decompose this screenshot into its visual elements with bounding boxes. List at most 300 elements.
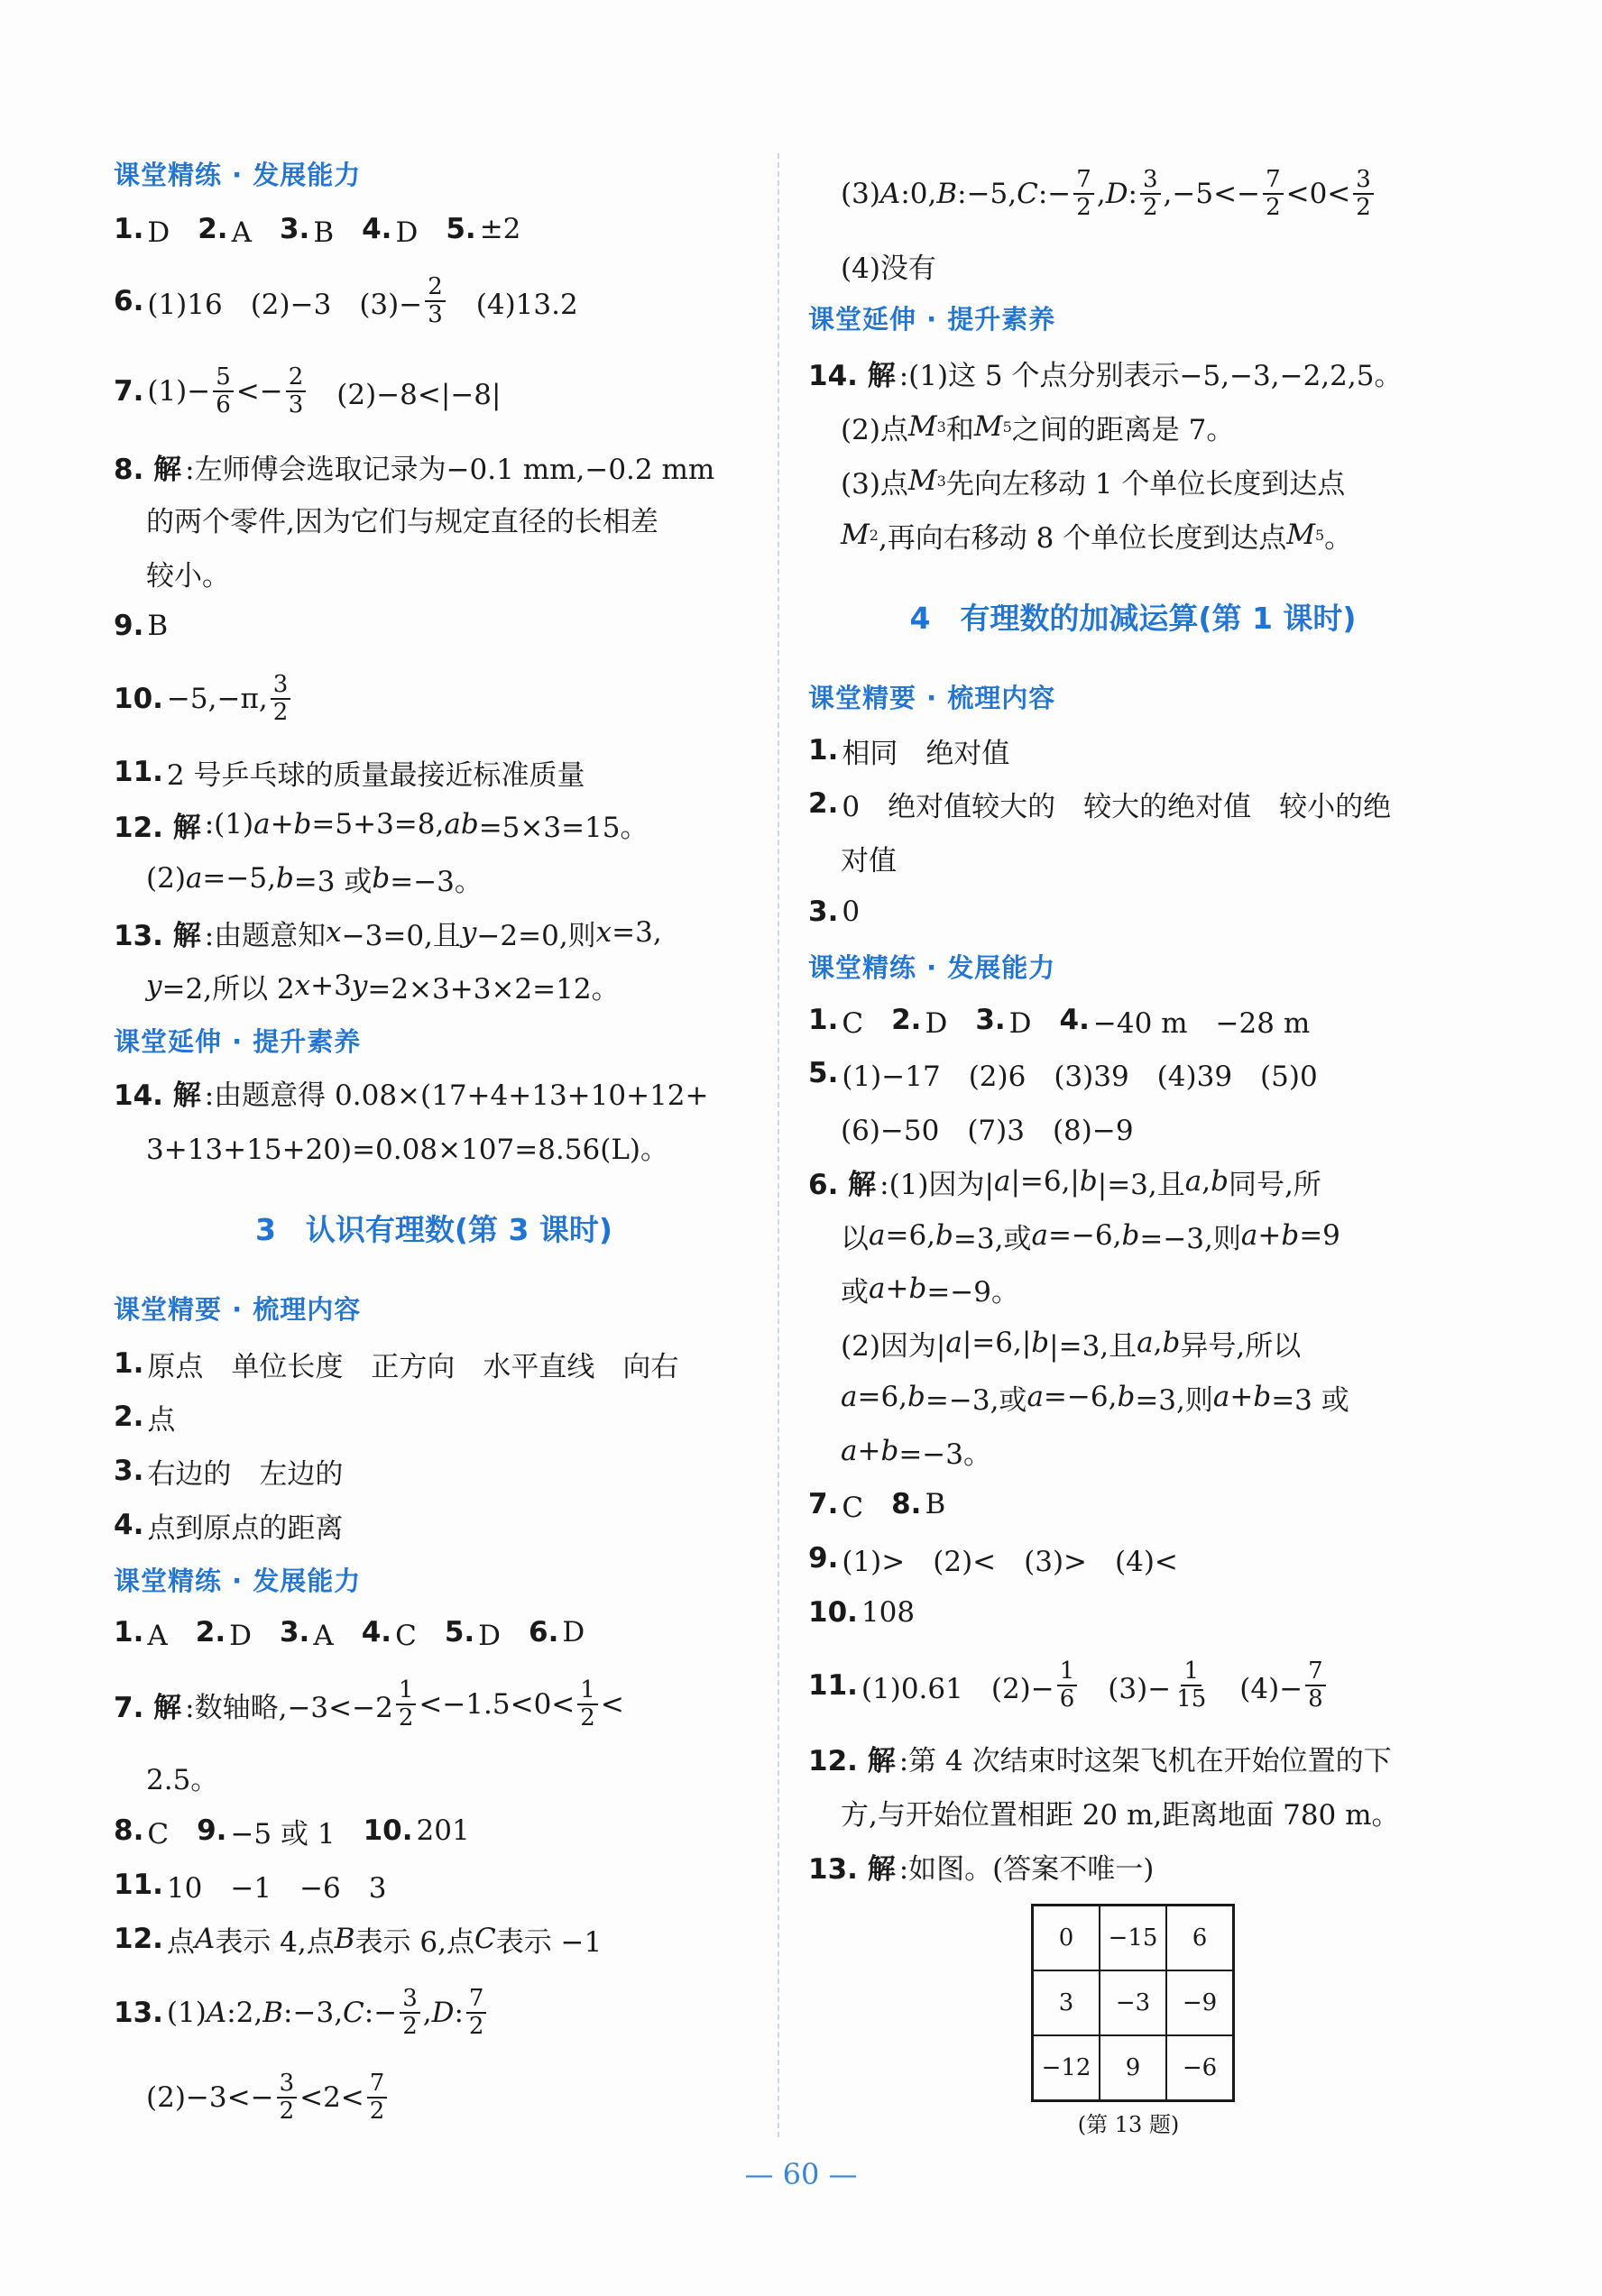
text-segment: 108 (861, 1596, 916, 1629)
text-segment: (1) (166, 1997, 207, 2029)
denominator: 15 (1176, 1685, 1207, 1713)
math-variable: b (907, 1381, 925, 1413)
denominator: 2 (580, 1704, 595, 1731)
math-variable: b (1281, 1219, 1300, 1252)
question-number: 7. (114, 375, 144, 408)
text-segment: B (313, 216, 363, 249)
question-number: 3. (114, 1455, 144, 1487)
denominator: 3 (428, 301, 443, 328)
text-segment: (2)−8<|−8| (308, 378, 502, 411)
text-segment: + (885, 1272, 909, 1305)
answer-line (841, 1262, 1019, 1316)
math-variable: b (1253, 1381, 1272, 1413)
numerator: 3 (1140, 167, 1161, 195)
question-number: 2. (808, 787, 839, 820)
question-number: 5. (446, 213, 476, 245)
text-segment: (3) (841, 178, 880, 210)
answer-line (841, 1100, 1134, 1154)
text-segment: =5×3=15。 (478, 811, 649, 844)
math-variable: b (1121, 1219, 1140, 1252)
question-number: 11. (808, 1669, 858, 1702)
answer-line (808, 723, 1009, 777)
fraction (466, 1986, 487, 2039)
text-segment: :如图。(答案不唯一) (898, 1852, 1155, 1886)
denominator: 2 (1266, 194, 1281, 221)
text-segment: , (1096, 178, 1106, 210)
text-segment: <2< (299, 2081, 364, 2114)
math-variable: a (945, 1327, 962, 1359)
grid-cell: −9 (1166, 1970, 1234, 2035)
answer-line (841, 238, 936, 292)
text-segment: D (147, 216, 198, 249)
question-number: 9. (808, 1542, 839, 1575)
math-variable: ab (444, 808, 479, 840)
math-variable: C (343, 1997, 364, 2029)
text-segment: B (925, 1488, 946, 1520)
grid-row (1033, 1970, 1234, 2035)
answer-line (841, 831, 897, 885)
fraction (213, 364, 234, 418)
question-number: 13. (114, 1997, 163, 2029)
math-variable: a (1212, 1381, 1230, 1413)
question-number: 10. (363, 1814, 413, 1847)
question-number: 12. (114, 1923, 163, 1955)
answer-line (808, 1477, 945, 1531)
answer-line (808, 1839, 1154, 1893)
fraction (396, 1677, 417, 1731)
math-variable: M (1286, 519, 1315, 551)
answer-line (808, 776, 1391, 831)
question-number: 4. (114, 1509, 144, 1541)
text-segment: 课堂延伸 · 提升素养 (808, 303, 1056, 335)
question-number: 1. (114, 213, 144, 245)
question-number: 2. (891, 1004, 922, 1036)
subscript: 5 (1002, 418, 1012, 436)
text-segment: :−3, (283, 1997, 344, 2029)
answer-line (114, 1065, 709, 1119)
numerator: 2 (425, 274, 446, 302)
answer-line (114, 274, 578, 328)
fraction (1140, 167, 1161, 220)
text-segment: :由题意得 0.08×(17+4+13+10+12+ (204, 1079, 709, 1112)
math-variable: A (879, 178, 901, 210)
text-segment: <− (235, 375, 283, 408)
grid-cell: 3 (1033, 1970, 1100, 2035)
column-divider (778, 153, 779, 2137)
text-segment: 点到原点的距离 (147, 1511, 344, 1545)
figure-caption: (第 13 题) (1077, 2112, 1180, 2137)
text-segment: =3 或 (293, 865, 373, 898)
text-segment: A (147, 1619, 196, 1652)
text-segment: :(1)这 5 个点分别表示−5,−3,−2,2,5。 (898, 359, 1403, 392)
text-segment: |=6,| (962, 1327, 1032, 1359)
grid-cell: 9 (1100, 2035, 1166, 2101)
denominator: 2 (1076, 194, 1091, 221)
answer-line (808, 1731, 1392, 1785)
text-segment: 表示 6,点 (354, 1925, 474, 1959)
question-number: 2. (198, 213, 228, 245)
section-subheading (114, 1281, 361, 1335)
math-variable: a (1027, 1381, 1044, 1413)
answer-line (146, 959, 620, 1013)
answer-line (114, 1986, 489, 2040)
question-number: 4. (1059, 1004, 1090, 1036)
text-segment: −3=0,且 (341, 919, 461, 952)
math-variable: a (993, 1165, 1011, 1198)
text-segment: 10 −1 −6 3 (166, 1871, 387, 1905)
text-segment: =3, (612, 916, 662, 949)
text-segment: C (395, 1619, 445, 1652)
answer-line (146, 2071, 390, 2125)
question-number: 8. (891, 1488, 922, 1520)
section-subheading (808, 290, 1055, 344)
text-segment: (2) (146, 862, 186, 895)
math-variable: A (194, 1923, 216, 1955)
math-variable: M (841, 519, 870, 551)
denominator: 3 (288, 391, 304, 418)
text-segment: 原点 单位长度 正方向 水平直线 向右 (147, 1350, 679, 1383)
question-number: 7. (808, 1488, 839, 1520)
question-number: 8. (114, 1814, 144, 1847)
text-segment: D (925, 1006, 976, 1040)
text-segment: :(1) (204, 808, 254, 840)
question-number: 1. (114, 1616, 144, 1649)
text-segment: =−5, (202, 862, 276, 895)
math-variable: A (206, 1997, 227, 2029)
text-segment: =−3。 (390, 865, 483, 898)
math-variable: a (253, 808, 271, 840)
numerator: 1 (396, 1677, 417, 1705)
text-segment: :− (364, 1997, 398, 2029)
answer-line (808, 1154, 1321, 1208)
question-number: 13. 解 (808, 1852, 896, 1886)
text-segment: 或 (841, 1275, 869, 1309)
text-segment: 课堂精练 · 发展能力 (808, 951, 1056, 983)
math-variable: x (326, 916, 342, 949)
grid-cell: 0 (1033, 1906, 1100, 1971)
grid-cell: −3 (1100, 1970, 1166, 2035)
answer-line (146, 1750, 218, 1804)
text-segment: +3 (310, 969, 352, 1002)
math-variable: y (460, 916, 477, 949)
text-segment: (1)− (147, 375, 211, 408)
text-segment: 和 (945, 413, 974, 446)
section-subheading (808, 939, 1055, 993)
math-variable: b (372, 862, 391, 895)
fraction (271, 672, 291, 725)
question-number: 6. (529, 1616, 559, 1649)
text-segment: 之间的距离是 7。 (1011, 413, 1235, 446)
text-segment: (4)13.2 (447, 288, 578, 321)
text-segment: : (454, 1997, 464, 2029)
subscript: 5 (1314, 526, 1325, 544)
question-number: 2. (195, 1616, 226, 1649)
question-number: 3. (279, 213, 310, 245)
question-number: 10. (808, 1596, 858, 1629)
math-variable: a (1137, 1327, 1154, 1359)
question-number: 2. (114, 1401, 144, 1433)
answer-line (114, 1804, 470, 1858)
denominator: 2 (369, 2098, 385, 2125)
fraction (400, 1986, 420, 2039)
numerator: 2 (286, 364, 307, 392)
text-segment: =−3。 (898, 1437, 992, 1471)
answer-line (114, 1605, 585, 1659)
question-number: 1. (114, 1347, 144, 1380)
answer-line (114, 1390, 175, 1444)
text-segment: =2×3+3×2=12。 (367, 972, 620, 1006)
text-segment: :− (1037, 178, 1072, 210)
text-segment: =3 或 (1271, 1383, 1349, 1417)
answer-line (841, 1316, 1301, 1370)
text-segment: :第 4 次结束时这架飞机在开始位置的下 (898, 1744, 1392, 1777)
answer-line (841, 508, 1352, 562)
answer-line (114, 797, 649, 851)
denominator: 2 (468, 2013, 484, 2040)
math-variable: x (595, 916, 612, 949)
question-number: 5. (808, 1057, 839, 1089)
answer-line (114, 1444, 343, 1498)
answer-line (808, 345, 1402, 400)
magic-square-table (1031, 1904, 1235, 2102)
text-segment: (1)> (2)< (3)> (4)< (842, 1545, 1178, 1578)
text-segment: 点 (147, 1403, 176, 1437)
text-segment: =6, (857, 1381, 908, 1413)
text-segment: + (1257, 1219, 1282, 1252)
denominator: 2 (1143, 194, 1158, 221)
text-segment: 表示 4,点 (215, 1925, 335, 1959)
math-variable: b (1162, 1327, 1181, 1359)
text-segment: −2=0,则 (476, 919, 596, 952)
math-variable: b (275, 862, 294, 895)
text-segment: =5+3=8, (311, 808, 445, 840)
numerator: 5 (213, 364, 234, 392)
fraction (367, 2071, 388, 2124)
grid-cell: −12 (1033, 2035, 1100, 2101)
text-segment: :左师傅会选取记录为−0.1 mm,−0.2 mm (185, 453, 715, 486)
text-segment: ,−5<− (1163, 178, 1261, 210)
math-variable: b (1031, 1327, 1050, 1359)
question-number: 12. 解 (114, 811, 201, 844)
fraction (1073, 167, 1094, 220)
text-segment: 右边的 左边的 (147, 1457, 344, 1491)
fraction (1305, 1658, 1326, 1712)
text-segment: −5,−π, (166, 683, 268, 715)
text-segment: =3,或 (953, 1222, 1032, 1255)
text-segment: (1)0.61 (2)− (861, 1672, 1054, 1705)
numerator: 3 (277, 2071, 298, 2099)
answer-line (841, 1424, 991, 1478)
question-number: 12. 解 (808, 1744, 896, 1777)
question-number: 11. (114, 756, 163, 788)
text-segment: + (1229, 1381, 1254, 1413)
math-variable: a (1031, 1219, 1048, 1252)
text-segment: :0, (900, 178, 937, 210)
text-segment: 方,与开始位置相距 20 m,距离地面 780 m。 (841, 1798, 1400, 1832)
text-segment: D (229, 1619, 280, 1652)
text-segment: (2)因为| (841, 1329, 946, 1363)
text-segment: 相同 绝对值 (842, 737, 1010, 770)
fraction (1353, 167, 1374, 220)
text-segment: 。 (1324, 521, 1353, 555)
section-subheading (808, 669, 1055, 723)
text-segment: :2, (226, 1997, 263, 2029)
text-segment: :数轴略,−3<−2 (185, 1691, 393, 1724)
text-segment: C (842, 1006, 892, 1040)
math-variable: C (474, 1923, 496, 1955)
answer-line (841, 1370, 1349, 1424)
fraction (1057, 1658, 1078, 1712)
math-variable: x (294, 969, 311, 1002)
subscript: 3 (936, 472, 946, 490)
text-segment: B (147, 610, 169, 642)
text-segment: A (231, 216, 280, 249)
text-segment: D (478, 1619, 529, 1652)
text-segment: + (270, 808, 294, 840)
text-segment: 201 (416, 1814, 470, 1847)
fraction (1174, 1658, 1209, 1712)
text-segment: |=6,| (1010, 1165, 1080, 1198)
text-segment: :由题意知 (204, 919, 327, 952)
text-segment: 课堂精要 · 梳理内容 (114, 1293, 362, 1325)
section-subheading (114, 1552, 361, 1606)
text-segment: =3,则 (1135, 1383, 1213, 1417)
text-segment: (4)没有 (841, 252, 936, 285)
text-segment: (3)点 (841, 467, 908, 501)
answer-line (808, 1585, 915, 1639)
fraction (577, 1677, 598, 1731)
fraction (286, 364, 307, 418)
numerator: 7 (466, 1986, 487, 2014)
numerator: 7 (1073, 167, 1094, 195)
answer-line (114, 202, 520, 256)
math-variable: y (146, 969, 162, 1002)
question-number: 1. (808, 1004, 839, 1036)
answer-line (808, 1531, 1178, 1585)
answer-line (146, 1119, 668, 1173)
text-segment: −40 m −28 m (1092, 1006, 1311, 1040)
text-segment: <0< (1285, 178, 1351, 210)
question-number: 4. (362, 213, 392, 245)
math-variable: C (1017, 178, 1038, 210)
math-variable: M (973, 410, 1003, 443)
text-segment: ±2 (479, 213, 521, 245)
answer-line (146, 851, 483, 905)
text-segment: + (857, 1435, 881, 1467)
text-segment: =−9。 (926, 1275, 1020, 1309)
answer-line (114, 439, 714, 493)
denominator: 6 (216, 391, 231, 418)
math-variable: B (262, 1997, 284, 2029)
text-segment: , (1202, 1165, 1211, 1198)
text-segment: D (395, 216, 447, 249)
math-variable: b (908, 1272, 927, 1305)
answer-line (114, 364, 501, 418)
math-variable: b (293, 808, 312, 840)
text-segment: |=3,且 (1097, 1168, 1185, 1201)
text-segment: =−3,或 (925, 1383, 1027, 1417)
question-number: 3. (279, 1616, 310, 1649)
math-variable: M (907, 464, 937, 497)
answer-line (808, 993, 1310, 1047)
numerator: 1 (577, 1677, 598, 1705)
text-segment: =−6, (1047, 1219, 1122, 1252)
math-variable: a (869, 1219, 886, 1252)
math-variable: b (1079, 1165, 1098, 1198)
text-segment: |=3,且 (1049, 1329, 1137, 1363)
numerator: 7 (1305, 1658, 1326, 1686)
text-segment: 先向左移动 1 个单位长度到达点 (945, 467, 1346, 501)
grid-cell: −15 (1100, 1906, 1166, 1971)
question-number: 1. (808, 734, 839, 767)
numerator: 1 (1181, 1658, 1202, 1686)
math-variable: M (907, 410, 937, 443)
denominator: 6 (1059, 1685, 1075, 1713)
text-segment: 3+13+15+20)=0.08×107=8.56(L)。 (146, 1133, 668, 1166)
text-segment: (2)点 (841, 413, 908, 446)
text-segment: (6)−50 (7)3 (8)−9 (841, 1114, 1134, 1147)
page-number: — 60 — (744, 2157, 858, 2191)
text-segment: : (1128, 178, 1137, 210)
text-segment: :−5, (957, 178, 1017, 210)
text-segment: 2 号乒乓球的质量最接近标准质量 (166, 758, 585, 792)
text-segment: =9 (1299, 1219, 1340, 1252)
math-variable: b (1211, 1165, 1229, 1198)
text-segment: =−3,则 (1139, 1222, 1241, 1255)
text-segment: 3 认识有理数(第 3 课时) (254, 1211, 613, 1247)
text-segment: (3)− (1080, 1672, 1172, 1705)
text-segment: 表示 −1 (495, 1925, 603, 1959)
text-segment: A (313, 1619, 362, 1652)
text-segment: (4)− (1211, 1672, 1303, 1705)
text-segment: 较小。 (146, 559, 230, 592)
text-segment: 异号,所以 (1180, 1329, 1302, 1363)
text-segment: 的两个零件,因为它们与规定直径的长相差 (146, 505, 658, 538)
text-segment: 2.5。 (146, 1763, 219, 1796)
text-segment: , (422, 1997, 432, 2029)
grid-row (1033, 2035, 1234, 2101)
question-number: 9. (114, 610, 144, 642)
answer-line (146, 546, 230, 600)
question-number: 7. 解 (114, 1691, 182, 1724)
numerator: 3 (1353, 167, 1374, 195)
question-number: 4. (361, 1616, 392, 1649)
question-number: 3. (808, 895, 839, 928)
text-segment: :(1)因为| (879, 1168, 994, 1201)
answer-line (808, 885, 860, 939)
denominator: 2 (398, 1704, 414, 1731)
answer-line (114, 1677, 624, 1731)
question-number: 14. 解 (808, 359, 896, 392)
text-segment: (1)−17 (2)6 (3)39 (4)39 (5)0 (842, 1060, 1318, 1093)
text-segment: C (147, 1817, 198, 1851)
answer-line (841, 167, 1376, 221)
question-number: 11. (114, 1869, 163, 1901)
math-variable: a (869, 1272, 886, 1305)
answer-line (841, 1208, 1340, 1263)
text-segment: , (1153, 1327, 1163, 1359)
text-segment: ,再向右移动 8 个单位长度到达点 (878, 521, 1287, 555)
fraction (1263, 167, 1284, 220)
denominator: 2 (402, 2013, 418, 2040)
answer-line (114, 1858, 387, 1912)
subscript: 2 (869, 526, 879, 544)
answer-line (114, 745, 585, 799)
denominator: 2 (1356, 194, 1371, 221)
answer-line (114, 1498, 343, 1552)
text-segment: < (600, 1688, 624, 1721)
denominator: 8 (1308, 1685, 1323, 1713)
